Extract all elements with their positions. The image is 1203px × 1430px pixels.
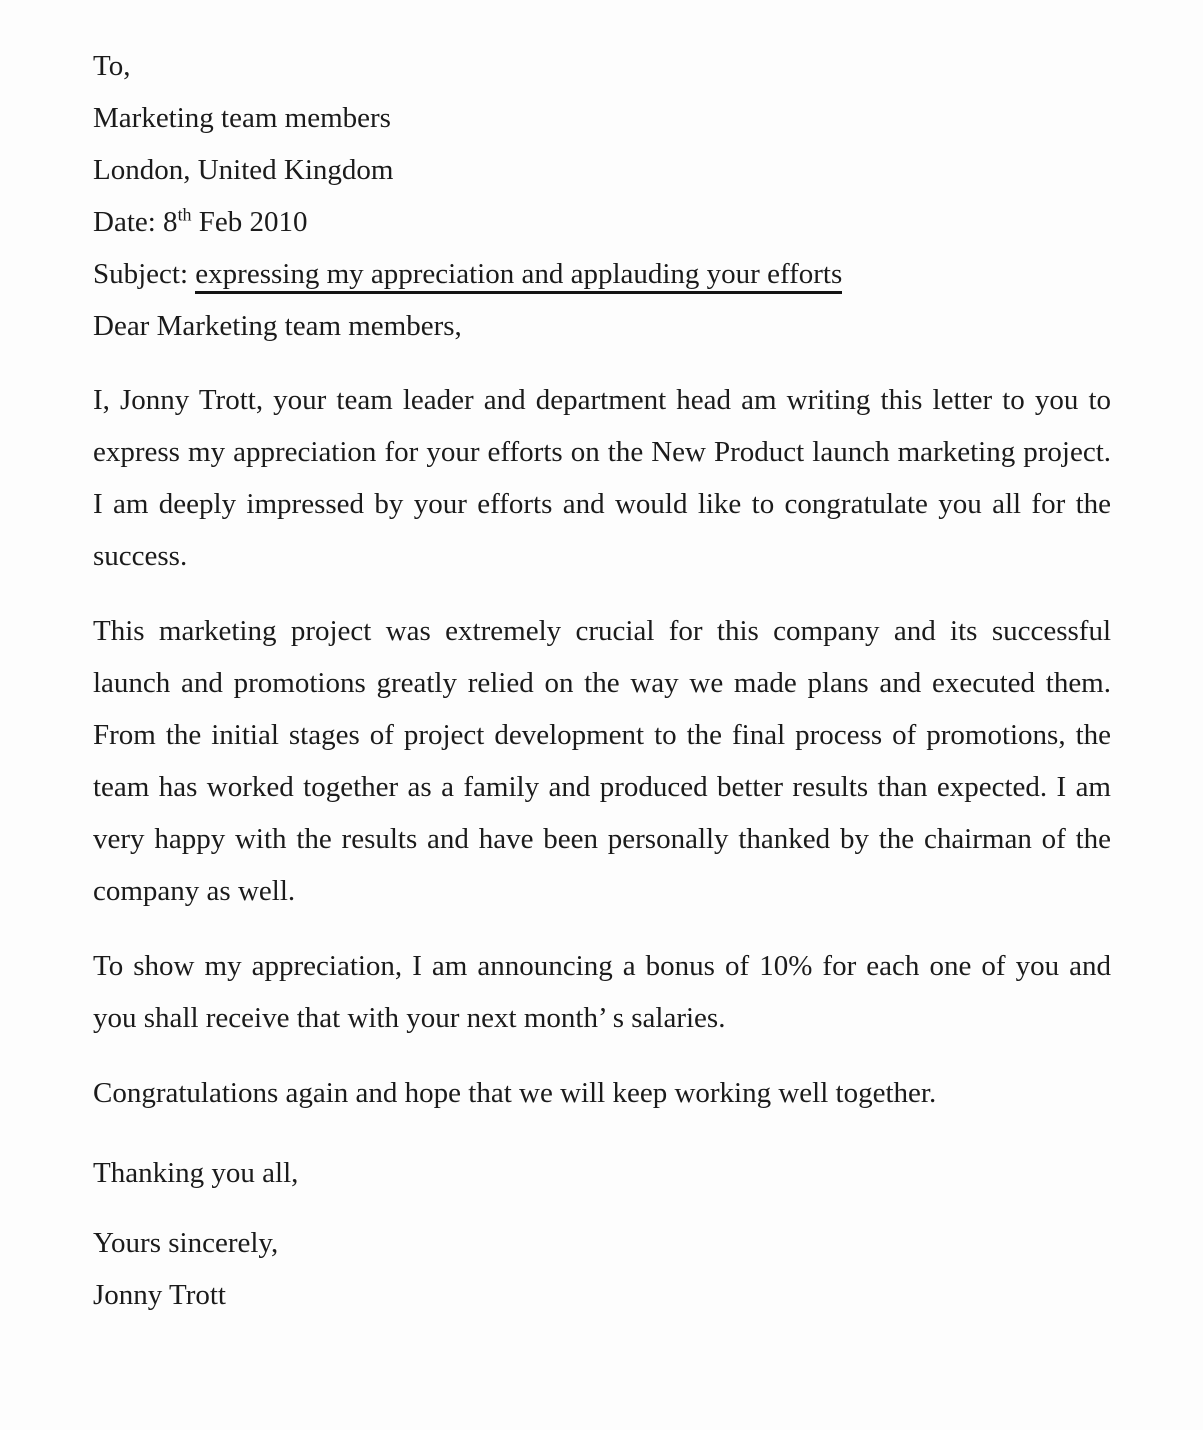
date-prefix: Date: 8 (93, 206, 178, 238)
recipient-location: London, United Kingdom (93, 154, 394, 186)
closing-line: Yours sincerely, (93, 1227, 279, 1259)
greeting: Dear Marketing team members, (93, 310, 462, 342)
recipient-salutation: To, (93, 50, 131, 82)
letter-header (93, 40, 1111, 352)
subject-label: Subject: (93, 258, 196, 290)
letter-closing-block (93, 1147, 1111, 1321)
date-suffix: Feb 2010 (191, 206, 308, 238)
body-paragraph-4: Congratulations again and hope that we will keep working well together. (93, 1077, 937, 1109)
subject-text: expressing my appreciation and applauding your efforts (195, 258, 842, 294)
body-paragraph-1: I, Jonny Trott, your team leader and department head am writing this letter to you to express my appreciation for your efforts on the New Product launch marketing project. I am deeply impressed by your efforts and would like to congratulate you all for the success. (93, 384, 1111, 572)
body-paragraph-3: To show my appreciation, I am announcing a bonus of 10% for each one of you and you shall receive that with your next month’ s salaries. (93, 950, 1111, 1034)
date-line (93, 196, 1111, 248)
thanks-line: Thanking you all, (93, 1157, 299, 1189)
body-paragraph-2: This marketing project was extremely crucial for this company and its successful launch and promotions greatly relied on the way we made plans and executed them. From the initial stages of project development to the final process of promotions, the team has worked together as a family and produced better results than expected. I am very happy with the results and have been personally thanked by the chairman of the company as well. (93, 615, 1111, 907)
signature-name: Jonny Trott (93, 1279, 226, 1311)
recipient-name: Marketing team members (93, 102, 391, 134)
date-ordinal-superscript: th (177, 204, 192, 225)
subject-line (93, 248, 1111, 300)
letter-body (93, 374, 1111, 1119)
